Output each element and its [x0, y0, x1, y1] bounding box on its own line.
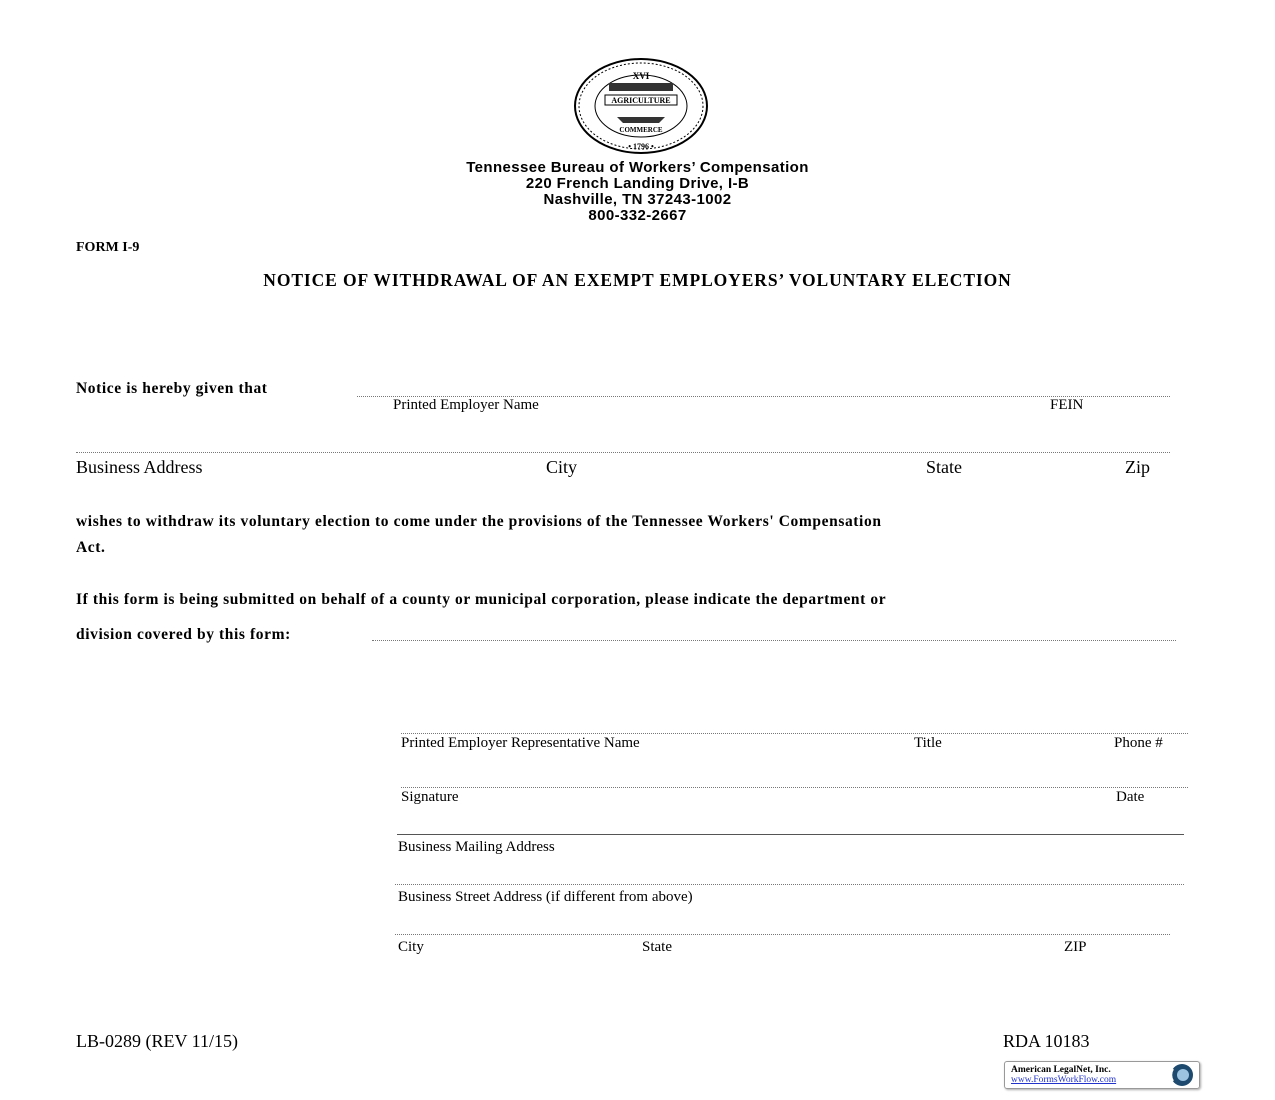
org-address-2: Nashville, TN 37243-1002 — [543, 191, 732, 208]
paragraph-1-line-2: Act. — [76, 539, 106, 556]
paragraph-2-line-1: If this form is being submitted on behalf of a county or municipal corporation, please indicate the department or — [76, 591, 887, 608]
logo-url[interactable]: www.FormsWorkFlow.com — [1011, 1075, 1117, 1085]
org-address-1: 220 French Landing Drive, I-B — [525, 175, 750, 192]
block-zip-label: ZIP — [1064, 939, 1087, 955]
paragraph-1-line-1: wishes to withdraw its voluntary election to come under the provisions of the Tennessee Workers' Compensation — [76, 513, 882, 530]
department-field[interactable] — [372, 640, 1176, 641]
rep-name-label: Printed Employer Representative Name — [401, 735, 640, 751]
american-legalnet-logo[interactable] — [1004, 1061, 1200, 1089]
form-revision: LB-0289 (REV 11/15) — [76, 1031, 238, 1051]
signature-field[interactable] — [401, 787, 1188, 788]
mailing-address-label: Business Mailing Address — [398, 839, 555, 855]
rep-name-field[interactable] — [401, 733, 1188, 734]
block-state-label: State — [642, 939, 672, 955]
svg-text:• 1796 •: • 1796 • — [628, 142, 654, 151]
svg-text:AGRICULTURE: AGRICULTURE — [611, 96, 671, 105]
svg-text:COMMERCE: COMMERCE — [619, 126, 663, 134]
rda-number: RDA 10183 — [1003, 1031, 1090, 1051]
street-address-label: Business Street Address (if different from above) — [398, 889, 693, 905]
rep-title-label: Title — [914, 735, 942, 751]
rep-phone-label: Phone # — [1114, 735, 1163, 751]
zip-label: Zip — [1125, 457, 1150, 477]
org-phone: 800-332-2667 — [588, 207, 687, 224]
business-address-field[interactable] — [76, 452, 1170, 453]
form-id: FORM I-9 — [76, 240, 140, 255]
date-label: Date — [1116, 789, 1145, 805]
paragraph-2-line-2: division covered by this form: — [76, 626, 291, 643]
block-city-label: City — [398, 939, 424, 955]
employer-name-label: Printed Employer Name — [393, 397, 539, 413]
globe-icon — [1169, 1063, 1195, 1087]
street-address-field[interactable] — [395, 884, 1184, 885]
form-title: NOTICE OF WITHDRAWAL OF AN EXEMPT EMPLOYERS’ VOLUNTARY ELECTION — [263, 270, 1012, 290]
city-state-zip-field[interactable] — [395, 934, 1170, 935]
fein-label: FEIN — [1050, 397, 1084, 413]
city-label: City — [546, 457, 578, 477]
state-label: State — [926, 457, 962, 477]
tennessee-seal — [573, 57, 709, 155]
notice-label: Notice is hereby given that — [76, 380, 268, 397]
signature-label: Signature — [401, 789, 459, 805]
business-address-label: Business Address — [76, 457, 203, 477]
mailing-address-field[interactable] — [397, 834, 1184, 835]
logo-company: American LegalNet, Inc. — [1011, 1065, 1111, 1075]
org-name: Tennessee Bureau of Workers’ Compensation — [466, 159, 809, 176]
svg-text:XVI: XVI — [632, 71, 650, 81]
